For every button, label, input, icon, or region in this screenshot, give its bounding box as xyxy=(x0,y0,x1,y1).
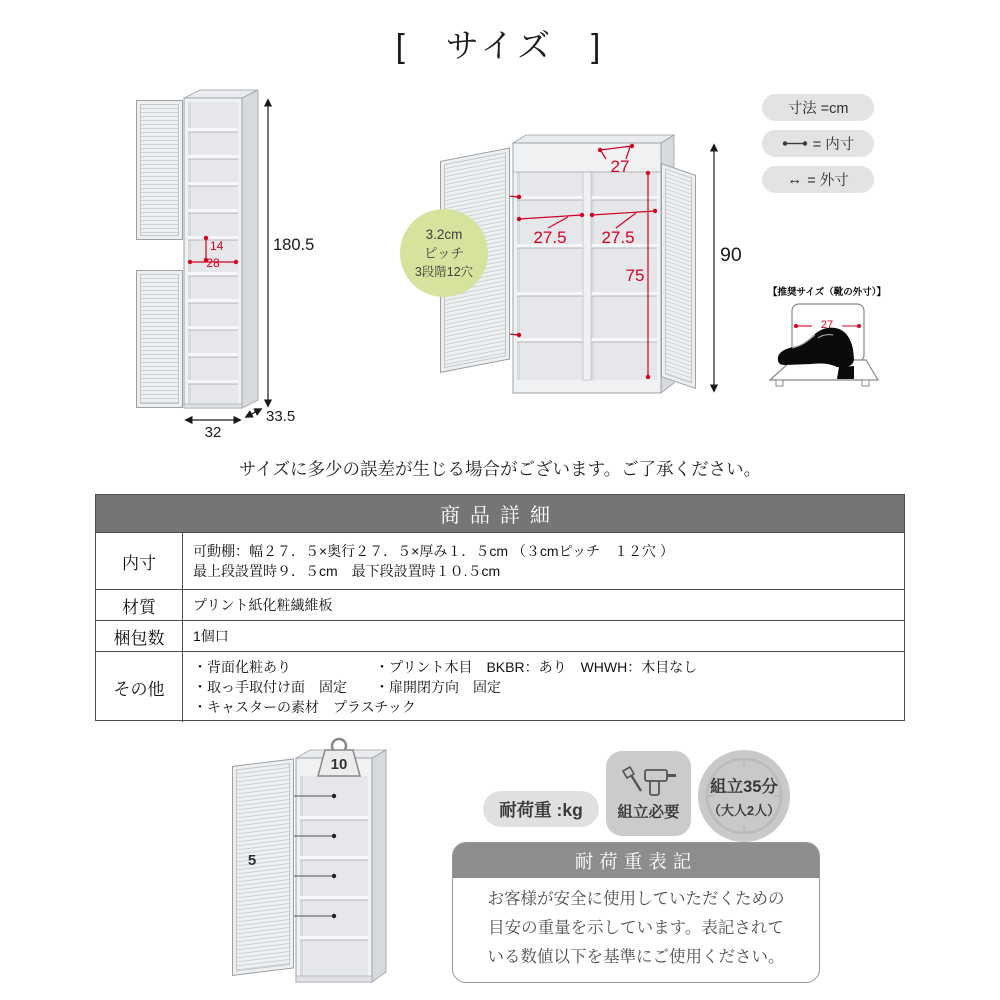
other-right1: ・プリント木目 BKBR：あり WHWH：木目なし xyxy=(375,659,698,675)
load-unit-pill: 耐荷重 :kg xyxy=(483,791,599,827)
load-cabinet-body xyxy=(296,750,386,982)
door-louvers xyxy=(140,274,179,404)
load-note-line3: いる数値以下を基準にご使用ください。 xyxy=(487,948,785,966)
wide-right-width-label: 27.5 xyxy=(601,228,635,247)
assembly-people-label: （大人2人） xyxy=(707,803,781,818)
wide-cabinet-right-door xyxy=(661,163,696,389)
assembly-time-badge xyxy=(698,750,790,842)
pitch-note-circle xyxy=(400,209,488,297)
door-load-label: 5 xyxy=(247,852,257,869)
tall-height-label: 180.5 xyxy=(273,236,315,254)
tall-cabinet-diagram xyxy=(118,86,318,448)
door-louvers xyxy=(665,168,692,383)
legend-unit-pill xyxy=(762,94,874,121)
inner-size-line2: 最上段設置時９．５cm 最下段設置時１０.５cm xyxy=(193,563,501,579)
load-note-line2: 目安の重量を示しています。表記されて xyxy=(488,919,784,937)
legend-unit-label: 寸法 =cm xyxy=(787,101,849,117)
load-note-box xyxy=(452,842,820,983)
shoe-guide-label: 【推奨サイズ（靴の外寸）】 xyxy=(768,287,886,298)
table-header: 商品詳細 xyxy=(96,495,904,532)
wide-top-width-label: 27 xyxy=(610,157,630,176)
other-left1: ・背面化粧あり xyxy=(193,659,291,675)
pitch-note-line3: 3段階12穴 xyxy=(414,264,474,279)
pitch-note-line2: ピッチ xyxy=(424,245,464,261)
load-note-line1: お客様が安全に使用していただくための xyxy=(487,890,785,908)
shoe-size-guide xyxy=(762,284,892,392)
tall-cabinet-upper-door xyxy=(136,100,183,240)
pitch-note-line1: 3.2cm xyxy=(425,226,463,242)
row-label: その他 xyxy=(96,652,183,722)
wide-inner-height-label: 75 xyxy=(625,266,645,285)
assembly-required-label: 組立必要 xyxy=(617,803,680,821)
row-label: 内寸 xyxy=(96,533,183,589)
material-value: プリント紙化粧繊維板 xyxy=(193,597,333,613)
page-title: [ サイズ ] xyxy=(395,27,605,64)
legend-outer-pill xyxy=(762,166,874,193)
table-row xyxy=(96,620,904,651)
product-details-table xyxy=(95,494,905,721)
outer-dimension-icon: ↔ xyxy=(787,171,803,188)
other-right2: ・扉開閉方向 固定 xyxy=(375,679,501,695)
inner-dimension-icon xyxy=(782,139,808,148)
assembly-required-badge xyxy=(606,751,691,836)
inner-size-line1: 可動棚：幅２７．５×奥行２７．５×厚み１．５cm （３cmピッチ １２穴 ） xyxy=(193,543,674,559)
tall-inner-height-label: 14 xyxy=(210,239,224,253)
other-left3: ・キャスターの素材 プラスチック xyxy=(193,699,416,715)
row-label: 材質 xyxy=(96,590,183,620)
shoe-drawing xyxy=(762,300,892,392)
legend-inner-label: = 内寸 xyxy=(812,137,855,153)
legend-inner-pill xyxy=(762,130,874,157)
legend-outer-label: = 外寸 xyxy=(807,173,849,189)
assembly-time-label: 組立35分 xyxy=(710,778,778,796)
size-tolerance-notice: サイズに多少の誤差が生じる場合がございます。ご了承ください。 xyxy=(238,459,762,479)
other-left2: ・取っ手取付け面 固定 xyxy=(193,679,347,695)
load-capacity-diagram xyxy=(224,732,444,1000)
table-row xyxy=(96,651,904,720)
tall-inner-width-label: 28 xyxy=(206,256,220,270)
table-row xyxy=(96,532,904,589)
row-label: 梱包数 xyxy=(96,621,183,651)
top-load-label: 10 xyxy=(330,756,348,773)
shoe-length-label: 27 xyxy=(820,319,834,331)
tools-icon xyxy=(620,766,678,798)
load-note-title: 耐荷重表記 xyxy=(453,843,819,878)
tall-cabinet-lower-door xyxy=(136,270,183,408)
tall-width-label: 32 xyxy=(204,424,222,441)
door-louvers xyxy=(140,104,179,236)
dimension-legend xyxy=(762,94,874,202)
tall-depth-label: 33.5 xyxy=(266,408,296,425)
table-row xyxy=(96,589,904,620)
wide-cabinet-diagram xyxy=(398,131,750,431)
wide-left-width-label: 27.5 xyxy=(533,228,567,247)
package-count-value: 1個口 xyxy=(193,628,229,644)
wide-outer-height-label: 90 xyxy=(720,244,742,266)
